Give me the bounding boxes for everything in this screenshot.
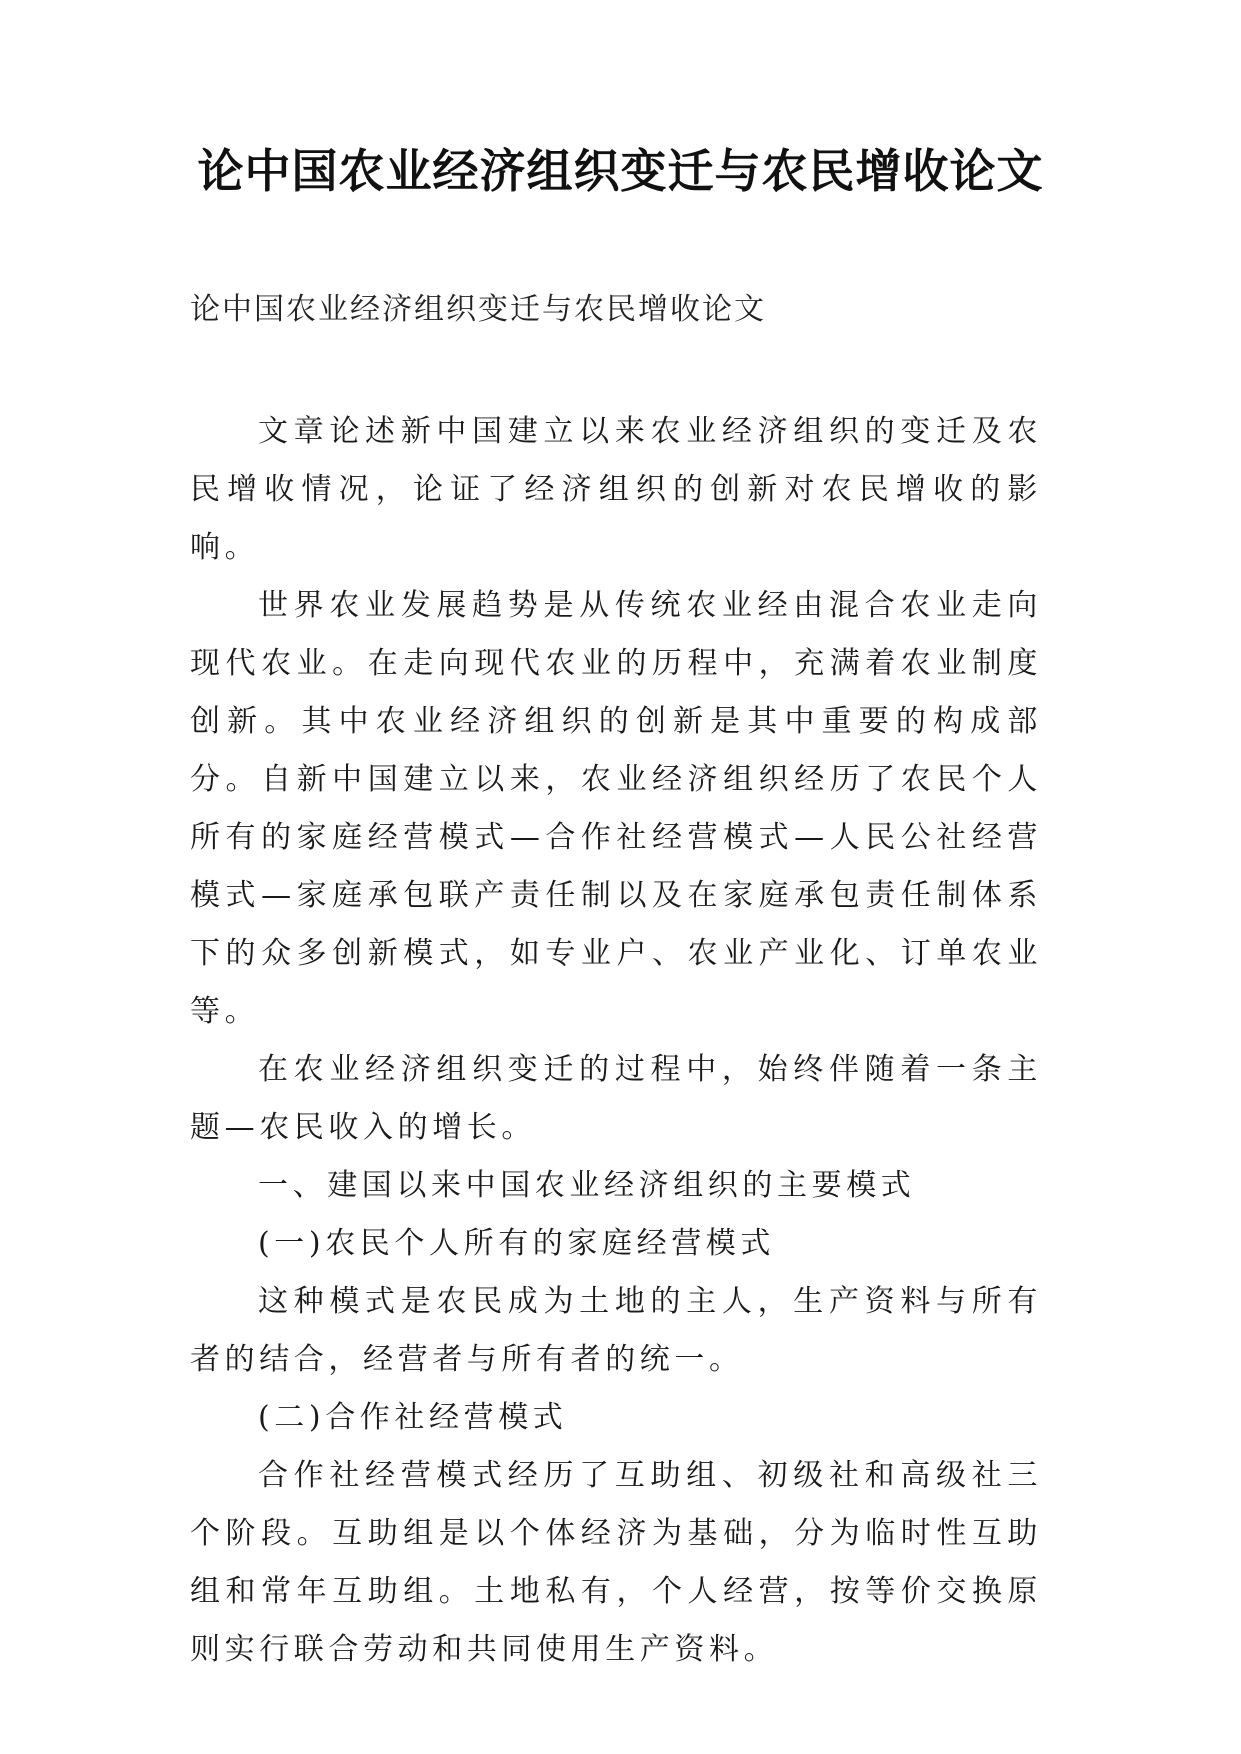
subsection-heading-1: (一)农民个人所有的家庭经营模式 [258,1226,776,1261]
paragraph-abstract: 文章论述新中国建立以来农业经济组织的变迁及农民增收情况，论证了经济组织的创新对农民增收的影响。 [190,414,1042,565]
subsection-heading-2: (二)合作社经营模式 [258,1400,568,1435]
paragraph-world-trend: 世界农业发展趋势是从传统农业经由混合农业走向现代农业。在走向现代农业的历程中，充满着农业制度创新。其中农业经济组织的创新是其中重要的构成部分。自新中国建立以来，农业经济组织经历了农民个人所有的家庭经营模式—合作社经营模式—人民公社经营模式—家庭承包联产责任制以及在家庭承包责任制体系下的众多创新模式，如专业户、农业产业化、订单农业等。 [190,588,1042,1029]
document-title: 论中国农业经济组织变迁与农民增收论文 [197,144,1044,198]
document-subtitle: 论中国农业经济组织变迁与农民增收论文 [190,292,766,327]
section-heading-1: 一、建国以来中国农业经济组织的主要模式 [258,1168,916,1203]
paragraph-family-mode: 这种模式是农民成为土地的主人，生产资料与所有者的结合，经营者与所有者的统一。 [190,1284,1042,1377]
paragraph-income-theme: 在农业经济组织变迁的过程中，始终伴随着一条主题—农民收入的增长。 [190,1052,1042,1145]
document-body [190,403,1042,1679]
paragraph-cooperative-mode: 合作社经营模式经历了互助组、初级社和高级社三个阶段。互助组是以个体经济为基础，分为临时性互助组和常年互助组。土地私有，个人经营，按等价交换原则实行联合劳动和共同使用生产资料。 [190,1458,1042,1667]
